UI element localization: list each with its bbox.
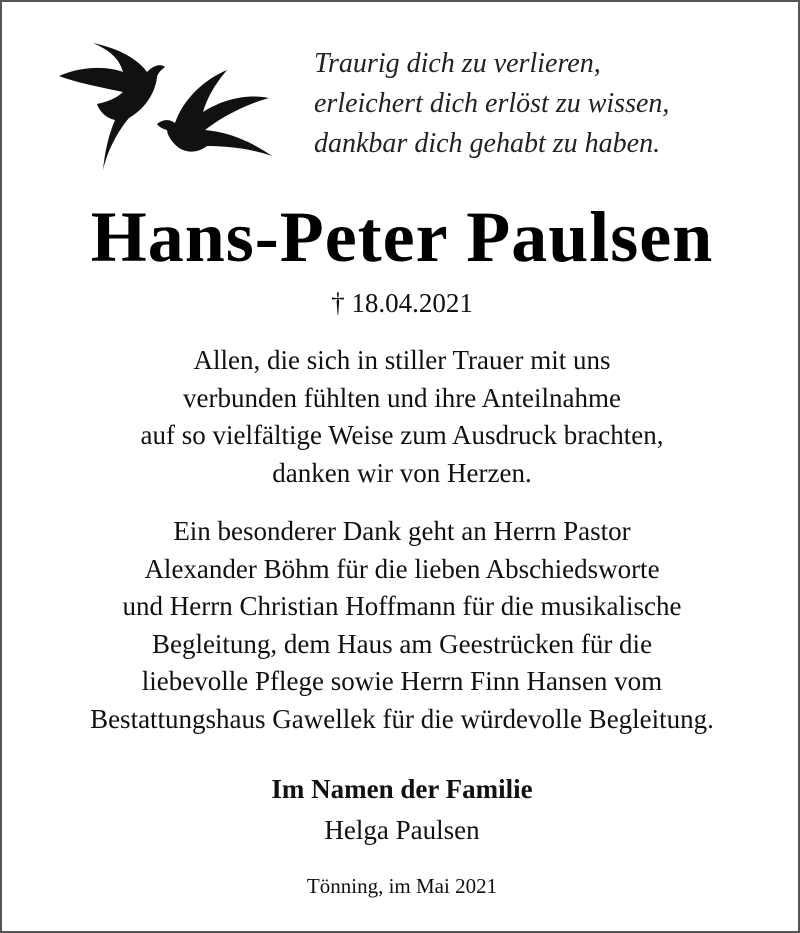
place-date: Tönning, im Mai 2021 — [306, 874, 498, 898]
poem-line: dankbar dich gehabt zu haben. — [314, 128, 661, 159]
left-swallow-icon — [59, 43, 165, 170]
text-line: verbunden fühlten und ihre Anteilnahme — [183, 382, 621, 413]
swallow-pair-icon — [57, 40, 282, 175]
text-line: danken wir von Herzen. — [272, 457, 532, 488]
poem — [314, 44, 784, 164]
text-line: Alexander Böhm für die lieben Abschiedsworte — [144, 553, 660, 584]
text-line: liebevolle Pflege sowie Herrn Finn Hansen vom — [141, 666, 663, 696]
right-swallow-icon — [157, 70, 272, 156]
text-line: Begleitung, dem Haus am Geestrücken für die — [151, 628, 653, 659]
text-line: Ein besonderer Dank geht an Herrn Pastor — [173, 516, 631, 546]
text-line: auf so vielfältige Weise zum Ausdruck brachten, — [140, 420, 664, 450]
poem-line: erleichert dich erlöst zu wissen, — [314, 88, 670, 119]
thanks-paragraph — [2, 342, 800, 492]
poem-line: Traurig dich zu verlieren, — [314, 48, 601, 79]
text-line: Allen, die sich in stiller Trauer mit uns — [193, 345, 611, 375]
deceased-name: Hans-Peter Paulsen — [90, 197, 714, 277]
special-thanks-paragraph — [2, 513, 800, 738]
text-line: und Herrn Christian Hoffmann für die musikalische — [122, 591, 682, 621]
text-line: Bestattungshaus Gawellek für die würdevolle Begleitung. — [90, 703, 714, 734]
death-date: † 18.04.2021 — [331, 288, 473, 318]
signature-title: Im Namen der Familie — [271, 774, 533, 804]
signature-name: Helga Paulsen — [324, 815, 480, 845]
